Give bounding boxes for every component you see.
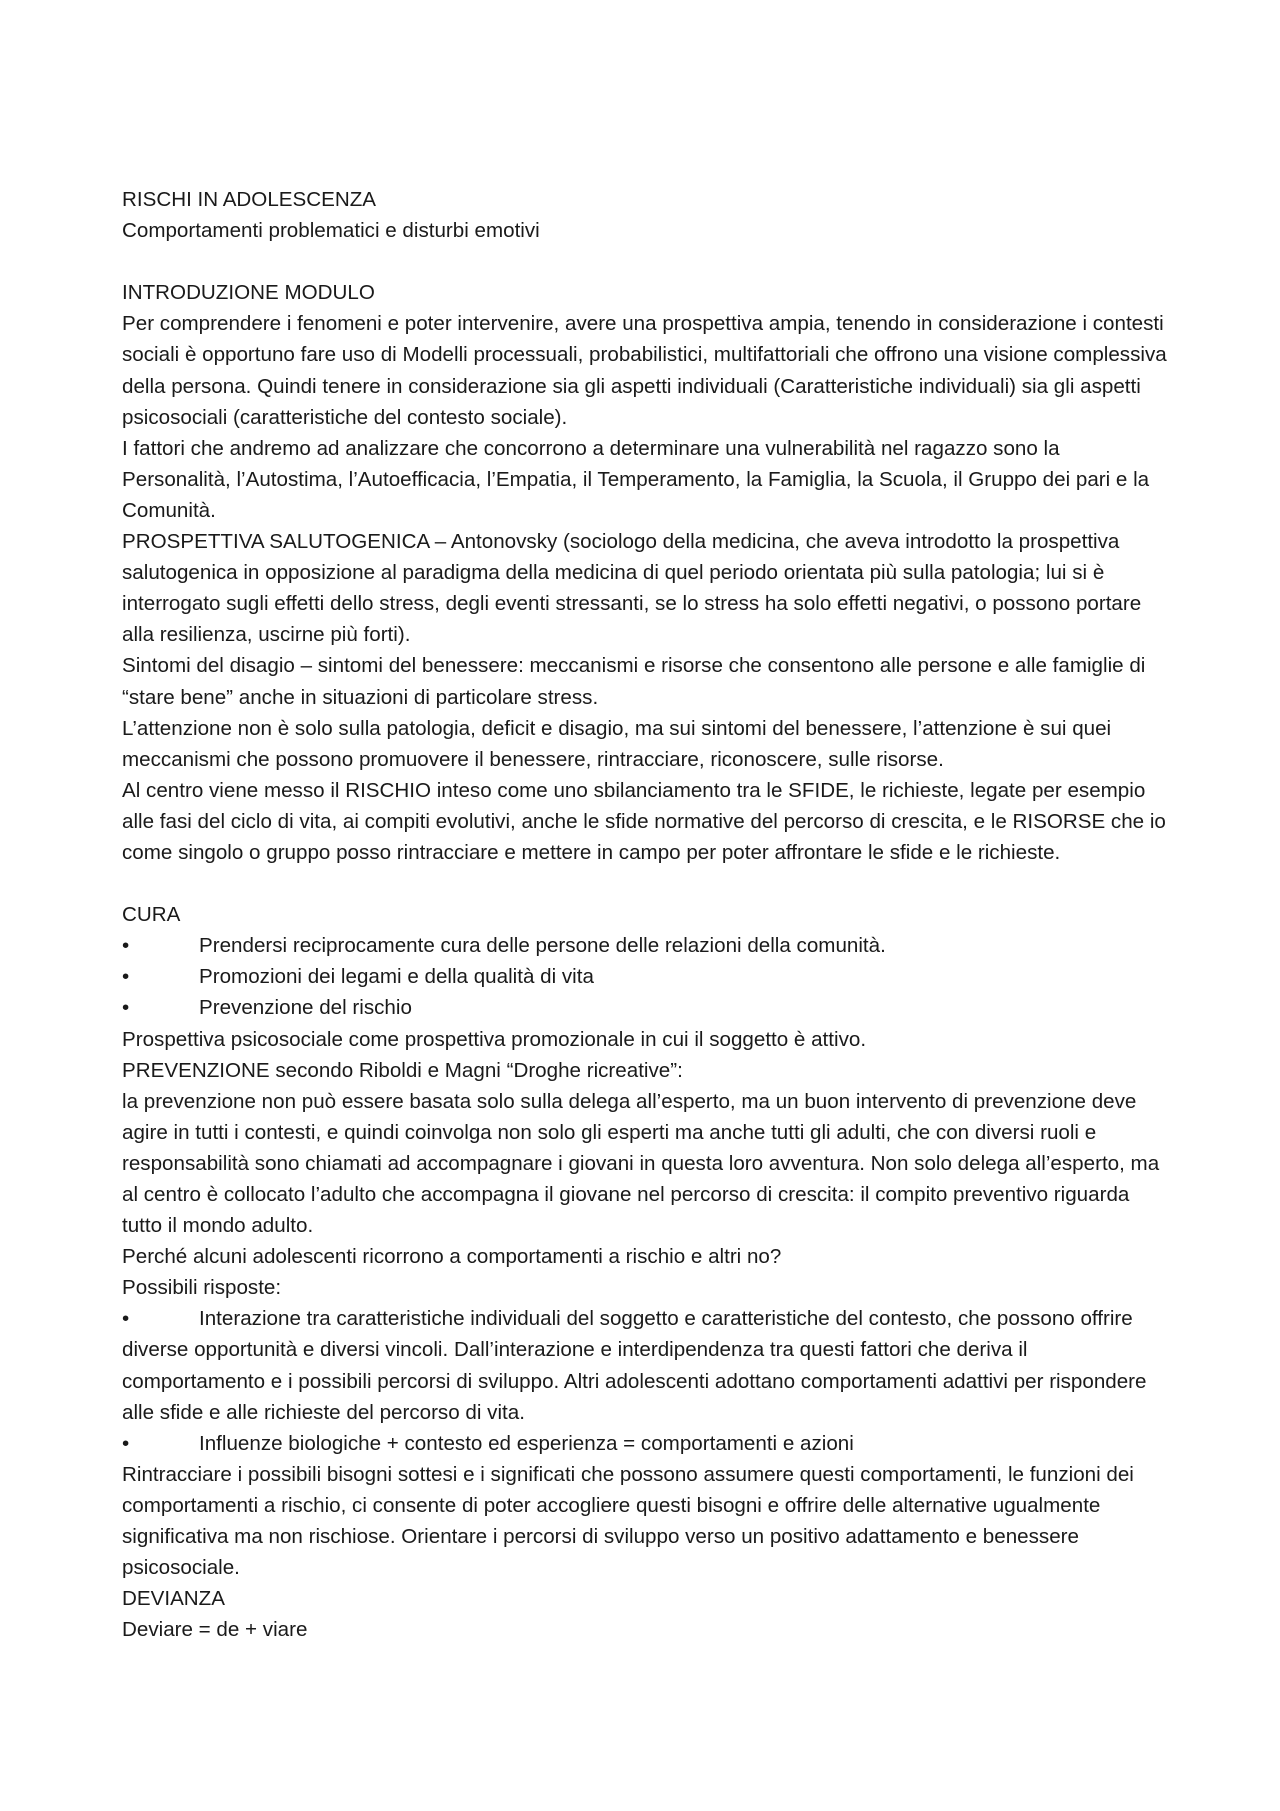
document-subtitle: Comportamenti problematici e disturbi emotivi <box>122 219 540 243</box>
intro-heading: INTRODUZIONE MODULO <box>122 281 375 305</box>
bullet-mark: • <box>122 965 130 989</box>
cura-heading: CURA <box>122 903 181 927</box>
cura-bullet-text: Promozioni dei legami e della qualità di vita <box>199 965 594 989</box>
answer-bullet-text: Interazione tra caratteristiche individuali del soggetto e caratteristiche del contesto, che possono offrire diverse opportunità e diversi vincoli. Dall’interazione e interdipendenza tra questi fattori che deriva il comportamento e i possibili percorsi di sviluppo. Altri adolescenti adottano comportamenti adattivi per rispondere alle sfide e alle richieste del percorso di vita. <box>122 1307 1147 1424</box>
answers-heading: Possibili risposte: <box>122 1276 282 1300</box>
cura-bullet-item <box>122 930 1172 961</box>
prevenzione-paragraph: la prevenzione non può essere basata solo sulla delega all’esperto, ma un buon intervento di prevenzione deve agire in tutti i contesti, e quindi coinvolga non solo gli esperti ma anche tutti gli adulti, che con diversi ruoli e responsabilità sono chiamati ad accompagnare i giovani in questa loro avventura. Non solo delega all’esperto, ma al centro è collocato l’adulto che accompagna il giovane nel percorso di crescita: il compito preventivo riguarda tutto il mondo adulto. <box>122 1089 1160 1238</box>
answers-paragraph: Rintracciare i possibili bisogni sottesi e i significati che possono assumere questi comportamenti, le funzioni dei comportamenti a rischio, ci consente di poter accogliere questi bisogni e offrire delle alternative ugualmente significativa ma non rischiose. Orientare i percorsi di sviluppo verso un positivo adattamento e benessere psicosociale. <box>122 1462 1134 1580</box>
document-page <box>122 184 1172 1645</box>
prevenzione-heading: PREVENZIONE secondo Riboldi e Magni “Droghe ricreative”: <box>122 1058 683 1082</box>
cura-paragraph: Prospettiva psicosociale come prospettiva promozionale in cui il soggetto è attivo. <box>122 1027 867 1051</box>
cura-bullet-text: Prevenzione del rischio <box>199 996 412 1020</box>
blank-line <box>122 246 1172 277</box>
intro-paragraph-5: L’attenzione non è solo sulla patologia, deficit e disagio, ma sui sintomi del benessere, l’attenzione è sui quei meccanismi che possono promuovere il benessere, rintracciare, riconoscere, sulle risorse. <box>122 716 1112 771</box>
bullet-mark: • <box>122 1431 130 1455</box>
document-title: RISCHI IN ADOLESCENZA <box>122 188 377 211</box>
question-line: Perché alcuni adolescenti ricorrono a comportamenti a rischio e altri no? <box>122 1245 782 1269</box>
devianza-heading: DEVIANZA <box>122 1587 225 1611</box>
intro-paragraph-3: PROSPETTIVA SALUTOGENICA – Antonovsky (sociologo della medicina, che aveva introdotto la prospettiva salutogenica in opposizione al paradigma della medicina di quel periodo orientata più sulla patologia; lui si è interrogato sugli effetti dello stress, degli eventi stressanti, se lo stress ha solo effetti negativi, o possono portare alla resilienza, uscirne più forti). <box>122 530 1142 647</box>
cura-bullet-item <box>122 992 1172 1023</box>
cura-bullet-item <box>122 961 1172 992</box>
intro-paragraph-6: Al centro viene messo il RISCHIO inteso come uno sbilanciamento tra le SFIDE, le richieste, legate per esempio alle fasi del ciclo di vita, ai compiti evolutivi, anche le sfide normative del percorso di crescita, e le RISORSE che io come singolo o gruppo posso rintracciare e mettere in campo per poter affrontare le sfide e le richieste. <box>122 778 1166 864</box>
blank-line <box>122 868 1172 899</box>
devianza-paragraph: Deviare = de + viare <box>122 1618 308 1642</box>
answer-bullet-item <box>122 1303 1172 1427</box>
answer-bullet-item <box>122 1428 1172 1459</box>
intro-paragraph-4: Sintomi del disagio – sintomi del benessere: meccanismi e risorse che consentono alle persone e alle famiglie di “stare bene” anche in situazioni di particolare stress. <box>122 654 1146 709</box>
bullet-mark: • <box>122 996 130 1020</box>
intro-paragraph-1: Per comprendere i fenomeni e poter intervenire, avere una prospettiva ampia, tenendo in considerazione i contesti sociali è opportuno fare uso di Modelli processuali, probabilistici, multifattoriali che offrono una visione complessiva della persona. Quindi tenere in considerazione sia gli aspetti individuali (Caratteristiche individuali) sia gli aspetti psicosociali (caratteristiche del contesto sociale). <box>122 312 1167 429</box>
answer-bullet-text: Influenze biologiche + contesto ed esperienza = comportamenti e azioni <box>199 1431 854 1455</box>
intro-paragraph-2: I fattori che andremo ad analizzare che concorrono a determinare una vulnerabilità nel ragazzo sono la Personalità, l’Autostima, l’Autoefficacia, l’Empatia, il Temperamento, la Famiglia, la Scuola, il Gruppo dei pari e la Comunità. <box>122 436 1150 522</box>
bullet-mark: • <box>122 1307 130 1331</box>
bullet-mark: • <box>122 934 130 958</box>
cura-bullet-text: Prendersi reciprocamente cura delle persone delle relazioni della comunità. <box>199 934 886 958</box>
